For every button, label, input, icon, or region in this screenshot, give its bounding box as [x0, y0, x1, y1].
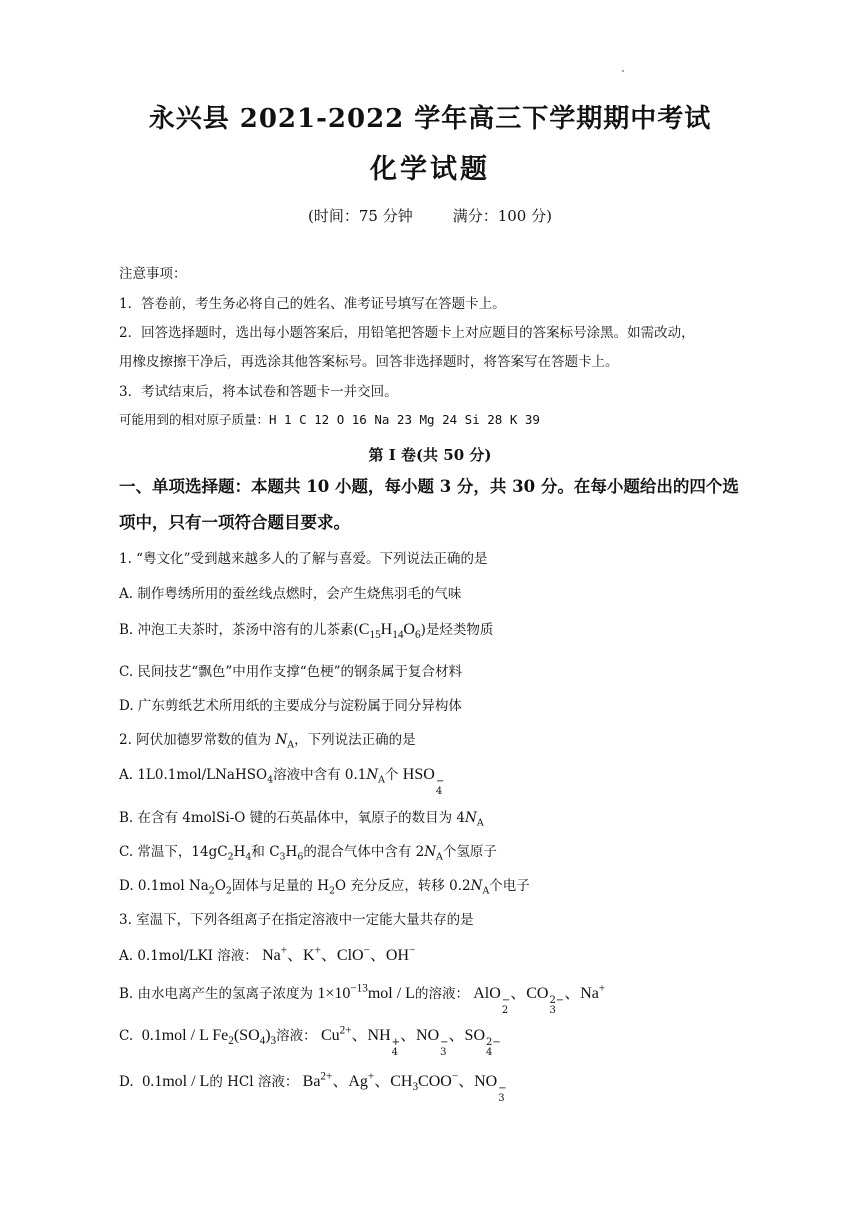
- q1-option-d: D. 广东剪纸艺术所用纸的主要成分与淀粉属于同分异构体: [119, 698, 462, 714]
- note-item-3: 3．考试结束后，将本试卷和答题卡一并交回。: [119, 384, 398, 400]
- q1-option-c: C. 民间技艺“飘色”中用作支撑“色梗”的钢条属于复合材料: [119, 664, 463, 680]
- atomic-mass-line: 可能用到的相对原子质量：H 1 C 12 O 16 Na 23 Mg 24 Si 28 K 39: [119, 412, 540, 427]
- note-item-2b: 用橡皮擦擦干净后，再选涂其他答案标号。回答非选择题时，将答案写在答题卡上。: [119, 354, 619, 370]
- q2-option-a: A. 1L0.1mol/LNaHSO$_4$溶液中含有 $0.1N_A$个 HSO − 4: [119, 766, 445, 797]
- scan-dot: [622, 70, 624, 72]
- q3-stem: 3. 室温下，下列各组离子在指定溶液中一定能大量共存的是: [119, 912, 474, 928]
- q2-stem: 2. 阿伏加德罗常数的值为 $N_A$，下列说法正确的是: [119, 732, 416, 751]
- q2-option-b: B. 在含有 4molSi-O 键的石英晶体中，氧原子的数目为 $4N_A$: [119, 810, 484, 829]
- exam-title: 永兴县 2021-2022 学年高三下学期期中考试: [148, 104, 712, 134]
- notes-heading: 注意事项：: [119, 266, 187, 282]
- note-item-1: 1．答卷前，考生务必将自己的姓名、准考证号填写在答题卡上。: [119, 296, 506, 312]
- q1-option-b: B. 冲泡工夫茶时，茶汤中溶有的儿茶素$(C_{15}H_{14}O_6)$是烃类物质: [119, 621, 494, 642]
- section-heading: 第 I 卷(共 50 分): [368, 446, 492, 464]
- q2-option-d: D. 0.1mol $Na_2O_2$固体与足量的 $H_2O$ 充分反应，转移 $0.2N_A$个电子: [119, 878, 530, 897]
- q3-option-a: A. 0.1mol/LKI 溶液： Na+、K+、ClO−、OH−: [119, 944, 416, 964]
- q2-option-c: C. 常温下，$14gC_2H_4$和 $C_3H_6$的混合气体中含有 $2N_A$个氢原子: [119, 844, 497, 863]
- exam-subject: 化学试题: [370, 154, 490, 185]
- section-instruction-a: 一、单项选择题：本题共 10 小题，每小题 3 分，共 30 分。在每小题给出的四个选: [119, 477, 739, 496]
- exam-info: [0, 205, 860, 226]
- q1-option-a: A. 制作粤绣所用的蚕丝线点燃时，会产生烧焦羽毛的气味: [119, 586, 462, 602]
- q1-stem: 1. “粤文化”受到越来越多人的了解与喜爱。下列说法正确的是: [119, 551, 488, 567]
- q3-option-b: B. 由水电离产生的氢离子浓度为 $1\times 10^{-13}mol / L$的溶液： AlO − 2 、CO 2− 3 、Na+: [119, 982, 606, 1016]
- q3-option-c: C. 0.1mol / L $Fe_2(SO_4)_3$溶液： $Cu^{2+}$、NH + 4 、NO − 3 、SO 2− 4: [119, 1024, 501, 1058]
- q3-option-d: D. 0.1mol / L的 HCl 溶液： $Ba^{2+}$、Ag+、$CH_3COO^-$、NO − 3: [119, 1070, 507, 1104]
- section-instruction-b: 项中，只有一项符合题目要求。: [119, 513, 350, 532]
- score-info: 满分：100 分): [452, 207, 552, 225]
- note-item-2a: 2．回答选择题时，选出每小题答案后，用铅笔把答题卡上对应题目的答案标号涂黑。如需改动，: [119, 325, 695, 341]
- time-info: (时间：75 分钟: [308, 207, 413, 225]
